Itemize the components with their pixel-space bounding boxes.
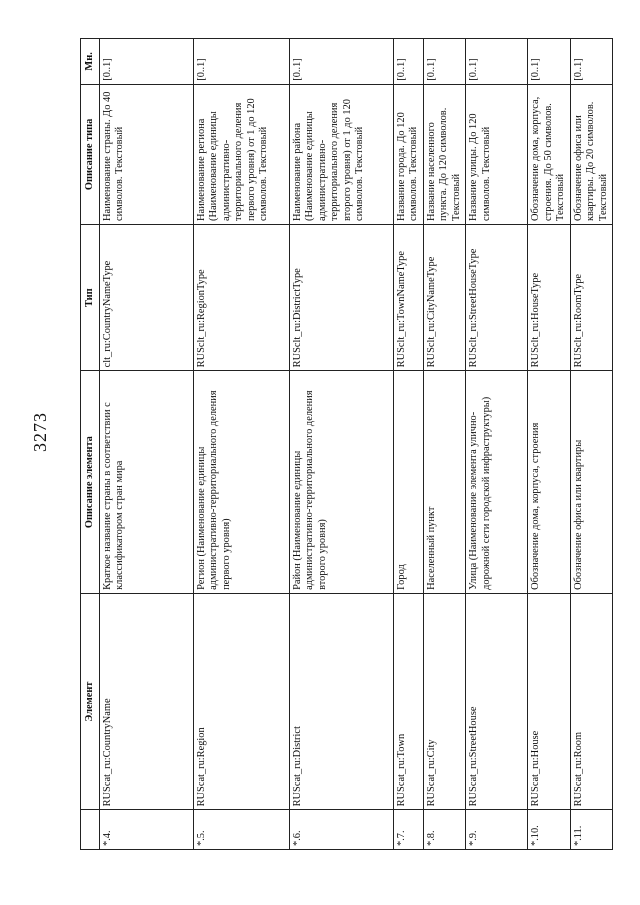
row-type: RUSclt_ru:RoomType — [570, 225, 612, 371]
row-type-description: Обозначение офиса или квартиры. До 20 символов. Текстовый — [570, 84, 612, 224]
row-element: RUScat_ru:District — [290, 593, 394, 809]
row-number: *.5. — [194, 810, 290, 850]
table-row — [194, 39, 290, 850]
row-multiplicity: [0..1] — [100, 39, 194, 85]
row-type: RUSclt_ru:HouseType — [528, 225, 570, 371]
table-row — [466, 39, 528, 850]
row-element-description: Обозначение дома, корпуса, строения — [528, 371, 570, 594]
table-row — [100, 39, 194, 850]
row-number: *.7. — [394, 810, 424, 850]
table-row — [290, 39, 394, 850]
row-number: *.6. — [290, 810, 394, 850]
header-type-description: Описание типа — [81, 84, 100, 224]
row-element-description: Город — [394, 371, 424, 594]
row-multiplicity: [0..1] — [570, 39, 612, 85]
row-number: *.10. — [528, 810, 570, 850]
row-number: *.9. — [466, 810, 528, 850]
row-number: *.4. — [100, 810, 194, 850]
row-type: RUSclt_ru:DistrictType — [290, 225, 394, 371]
row-multiplicity: [0..1] — [194, 39, 290, 85]
table-header-row — [81, 39, 100, 850]
row-multiplicity: [0..1] — [466, 39, 528, 85]
header-element-description: Описание элемента — [81, 371, 100, 594]
specification-table — [80, 38, 613, 850]
header-element: Элемент — [81, 593, 100, 809]
row-type-description: Название населенного пункта. До 120 символов. Текстовый — [423, 84, 465, 224]
table-row — [394, 39, 424, 850]
header-multiplicity: Мн. — [81, 39, 100, 85]
row-element: RUScat_ru:Region — [194, 593, 290, 809]
row-element: RUScat_ru:CountryName — [100, 593, 194, 809]
row-type: RUSclt_ru:CityNameType — [423, 225, 465, 371]
table-row — [423, 39, 465, 850]
row-type: RUSclt_ru:StreetHouseType — [466, 225, 528, 371]
row-element: RUScat_ru:StreetHouse — [466, 593, 528, 809]
row-type-description: Наименование страны. До 40 символов. Текстовый — [100, 84, 194, 224]
row-element-description: Регион (Наименование единицы административно-территориального деления первого уровня) — [194, 371, 290, 594]
header-number — [81, 810, 100, 850]
row-element-description: Улица (Наименование элемента улично-дорожной сети городской инфраструктуры) — [466, 371, 528, 594]
row-element-description: Населенный пункт — [423, 371, 465, 594]
row-element-description: Краткое название страны в соответствии с классификатором стран мира — [100, 371, 194, 594]
row-number: *.8. — [423, 810, 465, 850]
row-type-description: Наименование региона (Наименование единицы административно-территориального деления первого уровня) от 1 до 120 символов. Текстовый — [194, 84, 290, 224]
row-type: clt_ru:CountryNameType — [100, 225, 194, 371]
row-type: RUSclt_ru:RegionType — [194, 225, 290, 371]
table-row — [570, 39, 612, 850]
row-type-description: Наименование района (Наименование единицы административно-территориального деления второго уровня) от 1 до 120 символов. Текстовый — [290, 84, 394, 224]
row-number: *.11. — [570, 810, 612, 850]
row-multiplicity: [0..1] — [394, 39, 424, 85]
row-type-description: Обозначение дома, корпуса, строения. До 50 символов. Текстовый — [528, 84, 570, 224]
row-type: RUSclt_ru:TownNameType — [394, 225, 424, 371]
row-multiplicity: [0..1] — [423, 39, 465, 85]
table-row — [528, 39, 570, 850]
row-element: RUScat_ru:City — [423, 593, 465, 809]
row-type-description: Название улицы. До 120 символов. Текстовый — [466, 84, 528, 224]
row-element: RUScat_ru:Town — [394, 593, 424, 809]
row-element: RUScat_ru:Room — [570, 593, 612, 809]
header-type: Тип — [81, 225, 100, 371]
row-element-description: Обозначение офиса или квартиры — [570, 371, 612, 594]
page-number: 3273 — [30, 412, 50, 452]
row-multiplicity: [0..1] — [290, 39, 394, 85]
rotated-table-container — [80, 38, 630, 850]
row-type-description: Название города. До 120 символов. Текстовый — [394, 84, 424, 224]
row-element: RUScat_ru:House — [528, 593, 570, 809]
row-element-description: Район (Наименование единицы административно-территориального деления второго уровня) — [290, 371, 394, 594]
row-multiplicity: [0..1] — [528, 39, 570, 85]
